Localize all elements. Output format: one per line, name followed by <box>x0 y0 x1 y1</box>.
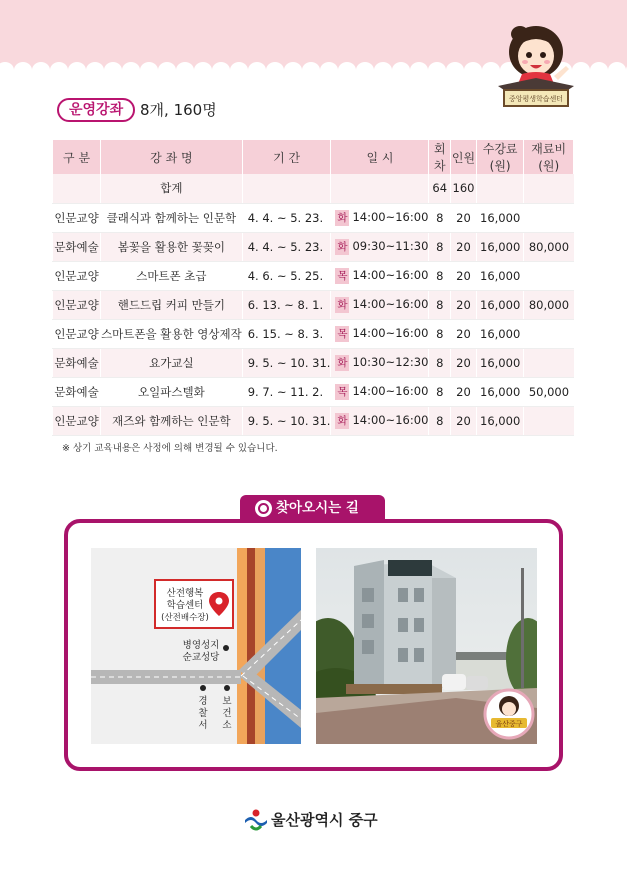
course-name-cell: 스마트폰 초급 <box>101 261 243 290</box>
mascot-sign-text: 중앙평생학습센터 <box>508 95 564 103</box>
scallop-shape <box>374 62 392 78</box>
schedule-cell <box>331 406 429 435</box>
fee-cell: 16,000 <box>476 377 523 406</box>
course-name-cell: 핸드드립 커피 만들기 <box>101 290 243 319</box>
header-course-name: 강 좌 명 <box>101 140 243 174</box>
building-photo <box>316 548 537 744</box>
target-icon <box>255 500 272 517</box>
scallop-shape <box>590 62 608 78</box>
scallop-shape <box>86 62 104 78</box>
scallop-shape <box>14 62 32 78</box>
course-name-cell: 클래식과 함께하는 인문학 <box>101 203 243 232</box>
table-cell <box>242 174 331 203</box>
table-cell <box>524 174 574 203</box>
scallop-shape <box>230 62 248 78</box>
building-photo-graphic <box>316 548 537 744</box>
header-period: 기 간 <box>242 140 331 174</box>
people-cell: 20 <box>451 232 477 261</box>
table-row <box>53 406 574 435</box>
header-schedule: 일 시 <box>331 140 429 174</box>
sessions-cell: 8 <box>429 232 451 261</box>
fee-cell: 16,000 <box>476 348 523 377</box>
photo-badge-text: 울산중구 <box>495 720 523 728</box>
ulsan-emblem-icon <box>245 808 267 832</box>
scallop-shape <box>140 62 158 78</box>
header-sessions: 회차 <box>429 140 451 174</box>
map-landmark1-line2: 순교성당 <box>182 652 220 663</box>
fee-cell: 16,000 <box>476 203 523 232</box>
time-text: 14:00~16:00 <box>352 267 429 282</box>
map-landmark-church <box>179 640 223 664</box>
schedule-cell <box>331 348 429 377</box>
table-header-row <box>53 140 574 174</box>
mascot-illustration <box>496 20 576 108</box>
section-badge: 운영강좌 <box>57 98 135 122</box>
scallop-shape <box>50 62 68 78</box>
scallop-shape <box>302 62 320 78</box>
scallop-shape <box>428 62 446 78</box>
period-cell: 4. 4. ~ 5. 23. <box>242 232 331 261</box>
course-table <box>52 140 574 436</box>
period-cell: 9. 5. ~ 10. 31. <box>242 406 331 435</box>
table-note: ※ 상기 교육내용은 사정에 의해 변경될 수 있습니다. <box>62 443 278 454</box>
header-people: 인원 <box>451 140 477 174</box>
time-text: 14:00~16:00 <box>352 383 429 398</box>
people-cell: 20 <box>451 261 477 290</box>
location-map <box>91 548 301 744</box>
sessions-cell: 8 <box>429 203 451 232</box>
period-cell: 6. 15. ~ 8. 3. <box>242 319 331 348</box>
people-cell: 20 <box>451 348 477 377</box>
total-sessions: 64 <box>429 174 451 203</box>
material-cell: 50,000 <box>524 377 574 406</box>
time-text: 09:30~11:30 <box>352 238 429 253</box>
scallop-shape <box>356 62 374 78</box>
weekday-tag: 화 <box>337 298 348 311</box>
category-cell: 인문교양 <box>53 319 101 348</box>
schedule-cell <box>331 290 429 319</box>
weekday-tag: 목 <box>337 269 348 282</box>
map-landmark1-line1: 병영성지 <box>182 640 220 651</box>
table-cell <box>53 174 101 203</box>
scallop-shape <box>464 62 482 78</box>
fee-cell: 16,000 <box>476 261 523 290</box>
header-fee: 수강료(원) <box>476 140 523 174</box>
header-category: 구 분 <box>53 140 101 174</box>
people-cell: 20 <box>451 377 477 406</box>
schedule-cell <box>331 377 429 406</box>
time-text: 14:00~16:00 <box>352 412 429 427</box>
scallop-shape <box>0 62 14 78</box>
sessions-cell: 8 <box>429 261 451 290</box>
material-cell <box>524 319 574 348</box>
people-cell: 20 <box>451 290 477 319</box>
category-cell: 인문교양 <box>53 203 101 232</box>
table-row <box>53 348 574 377</box>
scallop-shape <box>338 62 356 78</box>
course-name-cell: 봄꽃을 활용한 꽃꽂이 <box>101 232 243 261</box>
period-cell: 4. 6. ~ 5. 25. <box>242 261 331 290</box>
scallop-shape <box>608 62 626 78</box>
sessions-cell: 8 <box>429 406 451 435</box>
scallop-shape <box>122 62 140 78</box>
category-cell: 문화예술 <box>53 348 101 377</box>
schedule-cell <box>331 319 429 348</box>
material-cell: 80,000 <box>524 290 574 319</box>
scallop-shape <box>194 62 212 78</box>
sessions-cell: 8 <box>429 348 451 377</box>
weekday-tag: 목 <box>337 385 348 398</box>
map-place-label <box>159 588 211 624</box>
period-cell: 9. 7. ~ 11. 2. <box>242 377 331 406</box>
directions-title: 찾아오시는 길 <box>276 500 359 516</box>
table-row <box>53 261 574 290</box>
table-cell <box>331 174 429 203</box>
table-row-total <box>53 174 574 203</box>
time-text: 10:30~12:30 <box>352 354 429 369</box>
sessions-cell: 8 <box>429 319 451 348</box>
category-cell: 인문교양 <box>53 261 101 290</box>
weekday-tag: 화 <box>337 414 348 427</box>
table-cell <box>476 174 523 203</box>
fee-cell: 16,000 <box>476 232 523 261</box>
total-people: 160 <box>451 174 477 203</box>
course-name-cell: 재즈와 함께하는 인문학 <box>101 406 243 435</box>
people-cell: 20 <box>451 406 477 435</box>
scallop-shape <box>248 62 266 78</box>
sessions-cell: 8 <box>429 290 451 319</box>
map-landmark-police: 경찰서 <box>198 696 208 731</box>
scallop-shape <box>266 62 284 78</box>
course-name-cell: 요가교실 <box>101 348 243 377</box>
table-row <box>53 377 574 406</box>
material-cell <box>524 261 574 290</box>
people-cell: 20 <box>451 203 477 232</box>
course-name-cell: 스마트폰을 활용한 영상제작 <box>101 319 243 348</box>
weekday-tag: 화 <box>337 240 348 253</box>
footer-org-name: 울산광역시 중구 <box>271 811 378 829</box>
schedule-cell <box>331 232 429 261</box>
scallop-shape <box>392 62 410 78</box>
scallop-shape <box>158 62 176 78</box>
time-text: 14:00~16:00 <box>352 296 429 311</box>
table-row <box>53 232 574 261</box>
period-cell: 4. 4. ~ 5. 23. <box>242 203 331 232</box>
table-row <box>53 290 574 319</box>
schedule-cell <box>331 261 429 290</box>
scallop-shape <box>212 62 230 78</box>
material-cell: 80,000 <box>524 232 574 261</box>
weekday-tag: 목 <box>337 327 348 340</box>
scallop-shape <box>410 62 428 78</box>
material-cell <box>524 348 574 377</box>
people-cell: 20 <box>451 319 477 348</box>
fee-cell: 16,000 <box>476 406 523 435</box>
table-row <box>53 319 574 348</box>
material-cell <box>524 203 574 232</box>
course-name-cell: 오일파스텔화 <box>101 377 243 406</box>
schedule-cell <box>331 203 429 232</box>
scallop-shape <box>446 62 464 78</box>
category-cell: 인문교양 <box>53 290 101 319</box>
scallop-shape <box>320 62 338 78</box>
header-material: 재료비(원) <box>524 140 574 174</box>
fee-cell: 16,000 <box>476 290 523 319</box>
category-cell: 문화예술 <box>53 232 101 261</box>
category-cell: 문화예술 <box>53 377 101 406</box>
material-cell <box>524 406 574 435</box>
time-text: 14:00~16:00 <box>352 209 429 224</box>
directions-title-tab <box>240 495 385 522</box>
map-place-line2: 학습센터 <box>166 600 204 611</box>
map-landmark-health: 보건소 <box>222 696 232 731</box>
section-summary: 8개, 160명 <box>140 101 217 119</box>
time-text: 14:00~16:00 <box>352 325 429 340</box>
table-row <box>53 203 574 232</box>
map-place-line1: 산전행복 <box>166 588 204 599</box>
scallop-shape <box>68 62 86 78</box>
sessions-cell: 8 <box>429 377 451 406</box>
category-cell: 인문교양 <box>53 406 101 435</box>
weekday-tag: 화 <box>337 356 348 369</box>
total-label: 합계 <box>101 174 243 203</box>
period-cell: 6. 13. ~ 8. 1. <box>242 290 331 319</box>
scallop-shape <box>284 62 302 78</box>
map-place-line3: (산전배수장) <box>161 613 209 623</box>
scallop-shape <box>104 62 122 78</box>
fee-cell: 16,000 <box>476 319 523 348</box>
scallop-shape <box>176 62 194 78</box>
scallop-shape <box>32 62 50 78</box>
weekday-tag: 화 <box>337 211 348 224</box>
period-cell: 9. 5. ~ 10. 31. <box>242 348 331 377</box>
